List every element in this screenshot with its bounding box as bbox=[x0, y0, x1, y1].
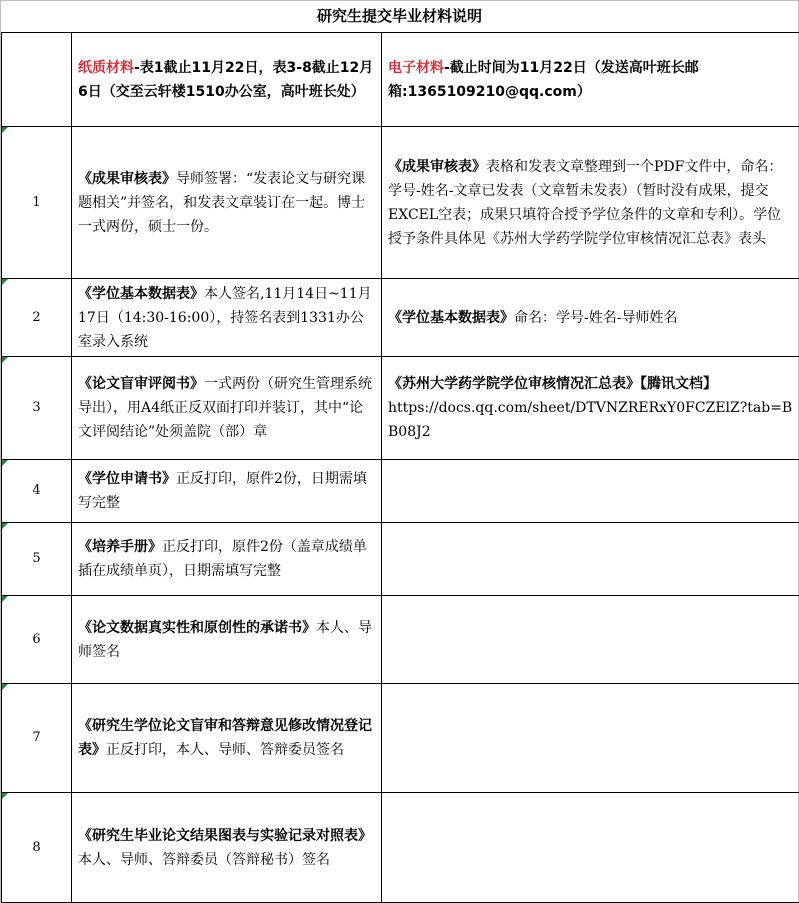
table-row bbox=[2, 127, 799, 279]
electronic-label: 电子材料 bbox=[388, 59, 444, 76]
paper-cell bbox=[72, 523, 382, 596]
elec-doc-tag: 【腾讯文档】 bbox=[640, 376, 717, 392]
paper-cell bbox=[72, 684, 382, 793]
paper-doc-title: 《论文数据真实性和原创性的承诺书》 bbox=[78, 619, 316, 636]
paper-doc-text: 一式两份（研究生管理系统导出），用A4纸正反双面打印并装订，其中“论文评阅结论”处须盖院（部）章 bbox=[78, 376, 372, 440]
paper-header-text: -表1截止11月22日，表3-8截止12月6日（交至云轩楼1510办公室，高叶班长处） bbox=[78, 59, 374, 100]
paper-label: 纸质材料 bbox=[78, 59, 134, 76]
paper-doc-text: 正反打印，原件2份（盖章成绩单插在成绩单页），日期需填写完整 bbox=[78, 539, 367, 579]
header-num-cell bbox=[2, 33, 72, 127]
table-row bbox=[2, 684, 799, 793]
elec-doc-text: 命名：学号-姓名-导师姓名 bbox=[514, 309, 678, 326]
paper-doc-title: 《学位申请书》 bbox=[78, 471, 176, 487]
row-number: 4 bbox=[2, 460, 72, 523]
electronic-cell bbox=[382, 460, 799, 523]
paper-doc-text: 正反打印，本人、导师、答辩委员签名 bbox=[106, 742, 344, 758]
paper-doc-text: 正反打印，原件2份，日期需填写完整 bbox=[78, 471, 367, 511]
electronic-cell bbox=[382, 684, 799, 793]
paper-cell bbox=[72, 460, 382, 523]
elec-doc-title: 《苏州大学药学院学位审核情况汇总表》 bbox=[388, 376, 640, 392]
electronic-header-cell bbox=[382, 33, 799, 127]
row-number: 6 bbox=[2, 596, 72, 684]
electronic-header-text: -截止时间为11月22日（发送高叶班长邮箱:1365109210@qq.com） bbox=[388, 59, 699, 100]
paper-doc-text: 本人、导师、答辩委员（答辩秘书）签名 bbox=[78, 851, 330, 868]
row-number: 5 bbox=[2, 523, 72, 596]
row-number: 1 bbox=[2, 127, 72, 279]
paper-cell bbox=[72, 357, 382, 460]
paper-doc-title: 《学位基本数据表》 bbox=[78, 285, 204, 302]
electronic-cell bbox=[382, 596, 799, 684]
table-row bbox=[2, 460, 799, 523]
paper-cell bbox=[72, 793, 382, 903]
elec-doc-text: 表格和发表文章整理到一个PDF文件中，命名：学号-姓名-文章已发表（文章暂未发表）（暂时没有成果，提交EXCEL空表；成果只填符合授予学位条件的文章和专利）。学位授予条件具体见《苏州大学药学院学位审核情况汇总表》表头 bbox=[388, 158, 783, 247]
row-number: 8 bbox=[2, 793, 72, 903]
table-row bbox=[2, 279, 799, 357]
paper-cell bbox=[72, 279, 382, 357]
paper-cell bbox=[72, 127, 382, 279]
header-row bbox=[2, 33, 799, 127]
electronic-cell bbox=[382, 127, 799, 279]
paper-doc-title: 《培养手册》 bbox=[78, 539, 162, 555]
row-number: 2 bbox=[2, 279, 72, 357]
paper-cell bbox=[72, 596, 382, 684]
electronic-cell bbox=[382, 279, 799, 357]
elec-doc-title: 《学位基本数据表》 bbox=[388, 309, 514, 326]
tencent-doc-link[interactable]: https://docs.qq.com/sheet/DTVNZRERxY0FCZElZ?tab=BB08J2 bbox=[388, 400, 793, 440]
row-number: 7 bbox=[2, 684, 72, 793]
table-row bbox=[2, 357, 799, 460]
table-row bbox=[2, 596, 799, 684]
paper-doc-title: 《研究生学位论文盲审和答辩意见修改情况登记表》 bbox=[78, 718, 372, 758]
paper-doc-text: 本人签名,11月14日~11月17日（14:30-16:00），持签名表到1331办公室录入系统 bbox=[78, 285, 372, 350]
paper-doc-title: 《成果审核表》 bbox=[78, 170, 176, 187]
materials-table bbox=[1, 32, 799, 903]
row-number: 3 bbox=[2, 357, 72, 460]
electronic-cell bbox=[382, 523, 799, 596]
electronic-cell bbox=[382, 793, 799, 903]
paper-doc-title: 《论文盲审评阅书》 bbox=[78, 376, 204, 392]
page-title: 研究生提交毕业材料说明 bbox=[316, 7, 482, 25]
paper-doc-title: 《研究生毕业论文结果图表与实验记录对照表》 bbox=[78, 827, 372, 844]
elec-doc-title: 《成果审核表》 bbox=[388, 158, 486, 175]
paper-doc-text: 导师签署：“发表论文与研究课题相关”并签名，和发表文章装订在一起。博士一式两份，硕士一份。 bbox=[78, 170, 366, 235]
table-row bbox=[2, 523, 799, 596]
paper-doc-text: 本人、导师签名 bbox=[78, 619, 372, 660]
paper-header-cell bbox=[72, 33, 382, 127]
table-row bbox=[2, 793, 799, 903]
electronic-cell bbox=[382, 357, 799, 460]
